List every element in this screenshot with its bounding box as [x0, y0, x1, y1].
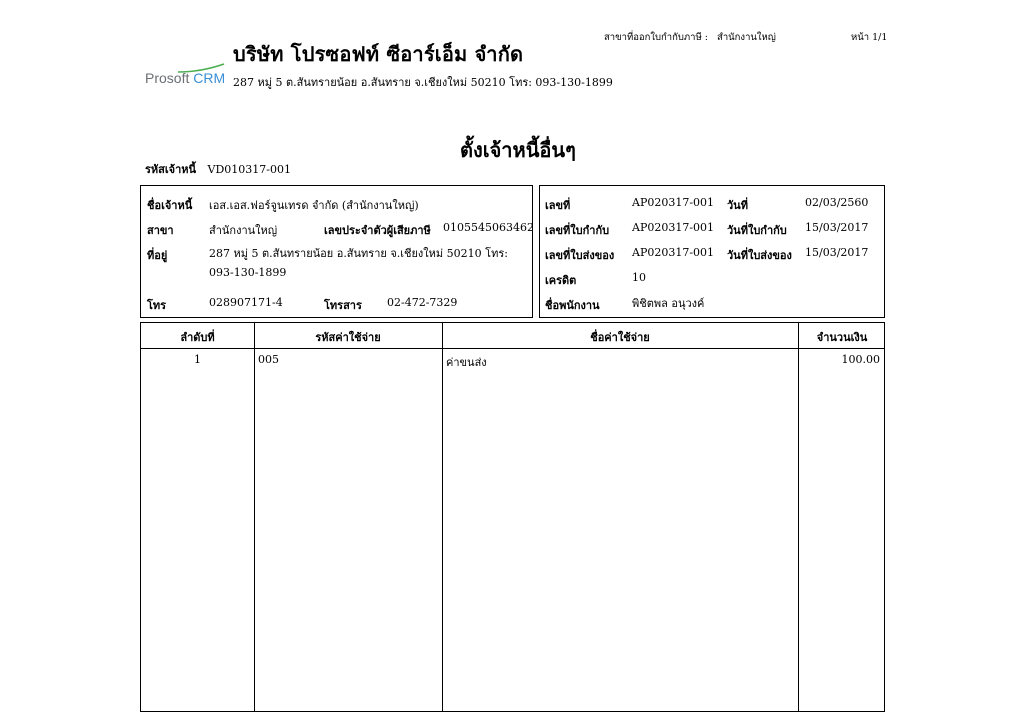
row-expense-code: 005: [258, 353, 279, 366]
vendor-branch: สำนักงานใหญ่: [209, 224, 278, 237]
header-expense-name: ชื่อค่าใช้จ่าย: [590, 331, 650, 344]
expense-table: [140, 322, 885, 712]
branch-value: สำนักงานใหญ่: [717, 32, 776, 43]
credit-label: เครดิต: [545, 274, 577, 287]
branch-label: สาขาที่ออกใบกำกับภาษี :: [604, 32, 709, 43]
logo-text-main: Prosoft: [145, 70, 190, 86]
vendor-address-label: ที่อยู่: [147, 249, 168, 262]
column-divider: [254, 323, 255, 711]
prosoft-crm-logo: [145, 70, 225, 86]
column-divider: [442, 323, 443, 711]
page-label: หน้า: [851, 32, 870, 43]
header-expense-code: รหัสค่าใช้จ่าย: [315, 331, 381, 344]
delivery-date: 15/03/2017: [805, 246, 869, 259]
row-seq: 1: [194, 353, 201, 366]
logo-text-accent: CRM: [193, 70, 226, 86]
tax-invoice-date-label: วันที่ใบกำกับ: [727, 224, 787, 237]
document-title: ตั้งเจ้าหนี้อื่นๆ: [460, 138, 576, 162]
vendor-info-box: [140, 185, 533, 318]
vendor-name: เอส.เอส.ฟอร์จูนเทรด จำกัด (สำนักงานใหญ่): [209, 199, 419, 212]
vendor-name-label: ชื่อเจ้าหนี้: [147, 199, 193, 212]
vendor-branch-label: สาขา: [147, 224, 174, 237]
vendor-fax: 02-472-7329: [387, 296, 458, 309]
company-address: 287 หมู่ 5 ต.สันทรายน้อย อ.สันทราย จ.เชียงใหม่ 50210 โทร: 093-130-1899: [233, 76, 613, 89]
document-info-box: [539, 185, 885, 318]
employee-label: ชื่อพนักงาน: [545, 299, 600, 312]
credit-value: 10: [632, 271, 646, 284]
tax-invoice-no: AP020317-001: [632, 221, 715, 234]
tax-id-label: เลขประจำตัวผู้เสียภาษี: [324, 224, 431, 237]
page-number: [851, 30, 887, 45]
vendor-phone-label: โทร: [147, 299, 167, 312]
doc-date-label: วันที่: [727, 199, 748, 212]
header-divider: [141, 348, 884, 349]
delivery-date-label: วันที่ใบส่งของ: [727, 249, 792, 262]
column-divider: [798, 323, 799, 711]
logo-swoosh-icon: [176, 63, 226, 73]
vendor-address: 287 หมู่ 5 ต.สันทรายน้อย อ.สันทราย จ.เชียงใหม่ 50210 โทร: 093-130-1899: [209, 247, 508, 279]
doc-no: AP020317-001: [632, 196, 715, 209]
employee-name: พิชิตพล อนุวงค์: [632, 297, 705, 310]
creditor-code: [145, 160, 291, 178]
tax-id: 0105545063462: [443, 221, 534, 234]
company-name: บริษัท โปรซอฟท์ ซีอาร์เอ็ม จำกัด: [233, 42, 524, 66]
page-value: 1/1: [872, 32, 888, 43]
tax-invoice-branch: [604, 30, 776, 45]
doc-date: 02/03/2560: [805, 196, 869, 209]
vendor-phone: 028907171-4: [209, 296, 283, 309]
creditor-code-label: รหัสเจ้าหนี้: [145, 163, 197, 176]
vendor-fax-label: โทรสาร: [324, 299, 362, 312]
delivery-no: AP020317-001: [632, 246, 715, 259]
tax-invoice-no-label: เลขที่ใบกำกับ: [545, 224, 610, 237]
creditor-code-value: VD010317-001: [207, 163, 291, 176]
delivery-no-label: เลขที่ใบส่งของ: [545, 249, 615, 262]
header-amount: จำนวนเงิน: [816, 331, 868, 344]
tax-invoice-date: 15/03/2017: [805, 221, 869, 234]
header-seq: ลำดับที่: [180, 331, 215, 344]
row-expense-name: ค่าขนส่ง: [446, 356, 487, 369]
doc-no-label: เลขที่: [545, 199, 571, 212]
row-amount: 100.00: [841, 353, 880, 366]
